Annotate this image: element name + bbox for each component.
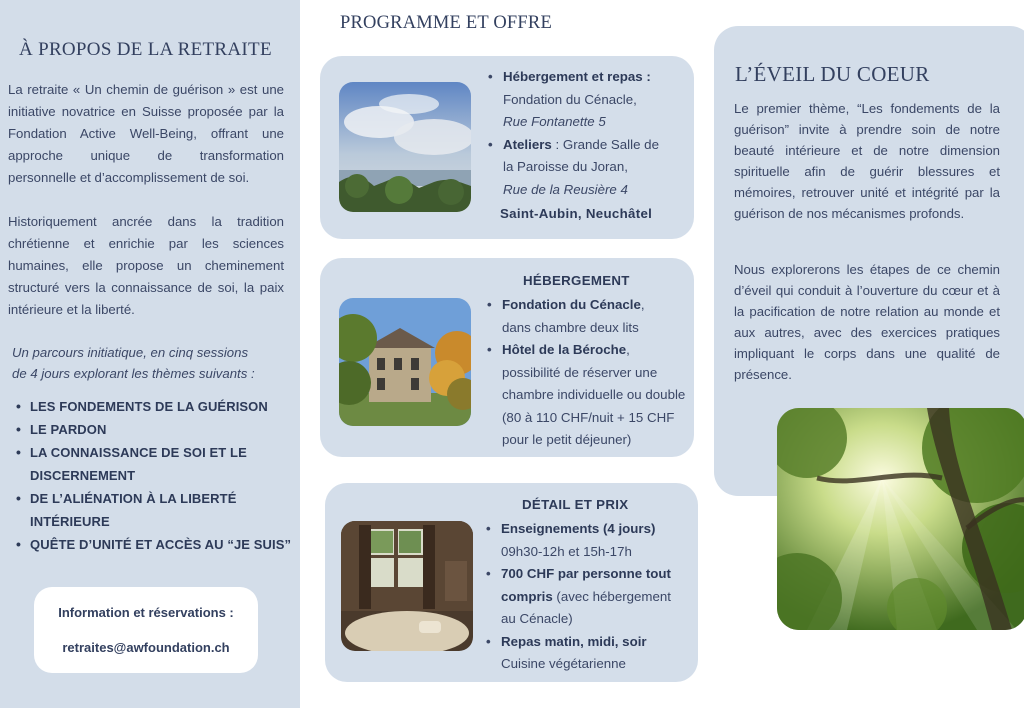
awakening-paragraph-1: Le premier thème, “Les fondements de la guérison” invite à prendre soin de notre beauté intérieure et de notre dimension spirituelle afin de guérir blessures et mémoires, retrouver unité et intégrité par la guérison de nos mécanismes profonds. [734, 101, 1000, 221]
lodging-list [486, 294, 692, 452]
programme-title: PROGRAMME ET OFFRE [340, 13, 552, 33]
room-photo [341, 521, 473, 651]
themes-intro-line-1: Un parcours initiatique, en cinq sessions [12, 345, 249, 360]
theme-item: • QUÊTE D’UNITÉ ET ACCÈS AU “JE SUIS” [14, 533, 294, 556]
themes-intro-line-2: de 4 jours explorant les thèmes suivants : [12, 366, 255, 381]
lodging-card [320, 258, 694, 457]
contact-title: Information et réservations : [58, 605, 234, 620]
contact-box [34, 587, 258, 673]
about-paragraph-1: La retraite « Un chemin de guérison » est une initiative novatrice en Suisse proposée par la Fondation Active Well-Being, offrant une approche unique de transformation personnelle et d’accomplissement de soi. [8, 82, 284, 185]
house-photo [339, 298, 471, 426]
theme-item: • DE L’ALIÉNATION À LA LIBERTÉ INTÉRIEURE [14, 487, 294, 533]
hotel-item: • Hôtel de la Béroche, possibilité de réserver une chambre individuelle ou double (80 à 110 CHF/nuit + 15 CHF pour le petit déjeuner) [486, 339, 692, 452]
pricing-card [325, 483, 698, 682]
price-item: • 700 CHF par personne tout compris (avec hébergement au Cénacle) [485, 563, 697, 631]
cenacle-item: • Fondation du Cénacle, dans chambre deux lits [486, 294, 692, 339]
awakening-title: L’ÉVEIL DU COEUR [735, 62, 930, 86]
themes-intro [12, 342, 288, 384]
theme-item: • LA CONNAISSANCE DE SOI ET LE DISCERNEMENT [14, 441, 294, 487]
theme-item: • LES FONDEMENTS DE LA GUÉRISON [14, 395, 294, 418]
lake-photo [339, 82, 471, 212]
pricing-heading: DÉTAIL ET PRIX [522, 497, 629, 512]
location-card [320, 56, 694, 239]
lodging-meals-item: • Hébergement et repas : Fondation du Cénacle, Rue Fontanette 5 [487, 66, 692, 134]
forest-photo [777, 408, 1024, 630]
about-paragraph-2: Historiquement ancrée dans la tradition chrétienne et enrichie par les sciences humaines, elle propose un cheminement structuré vers la connaissance de soi, la paix intérieure et la liberté. [8, 214, 284, 317]
theme-item: • LE PARDON [14, 418, 294, 441]
pricing-list [485, 518, 697, 676]
location-city: Saint-Aubin, Neuchâtel [500, 206, 653, 221]
workshops-item: • Ateliers : Grande Salle de la Paroisse du Joran, Rue de la Reusière 4 [487, 134, 692, 202]
meals-item: • Repas matin, midi, soir Cuisine végétarienne [485, 631, 697, 676]
lodging-heading: HÉBERGEMENT [523, 273, 630, 288]
location-list [487, 66, 692, 201]
awakening-paragraph-2: Nous explorerons les étapes de ce chemin d’éveil qui conduit à l’ouverture du cœur et à la pacification de notre relation au monde et aux autres, avec des exercices pratiques impliquant le corps dans une qualité de présence. [734, 262, 1000, 382]
contact-email-link[interactable]: retraites@awfoundation.ch [62, 640, 230, 655]
about-panel [0, 0, 300, 708]
teachings-item: • Enseignements (4 jours) 09h30-12h et 15h-17h [485, 518, 697, 563]
themes-list [14, 395, 294, 556]
about-title: À PROPOS DE LA RETRAITE [19, 39, 272, 60]
